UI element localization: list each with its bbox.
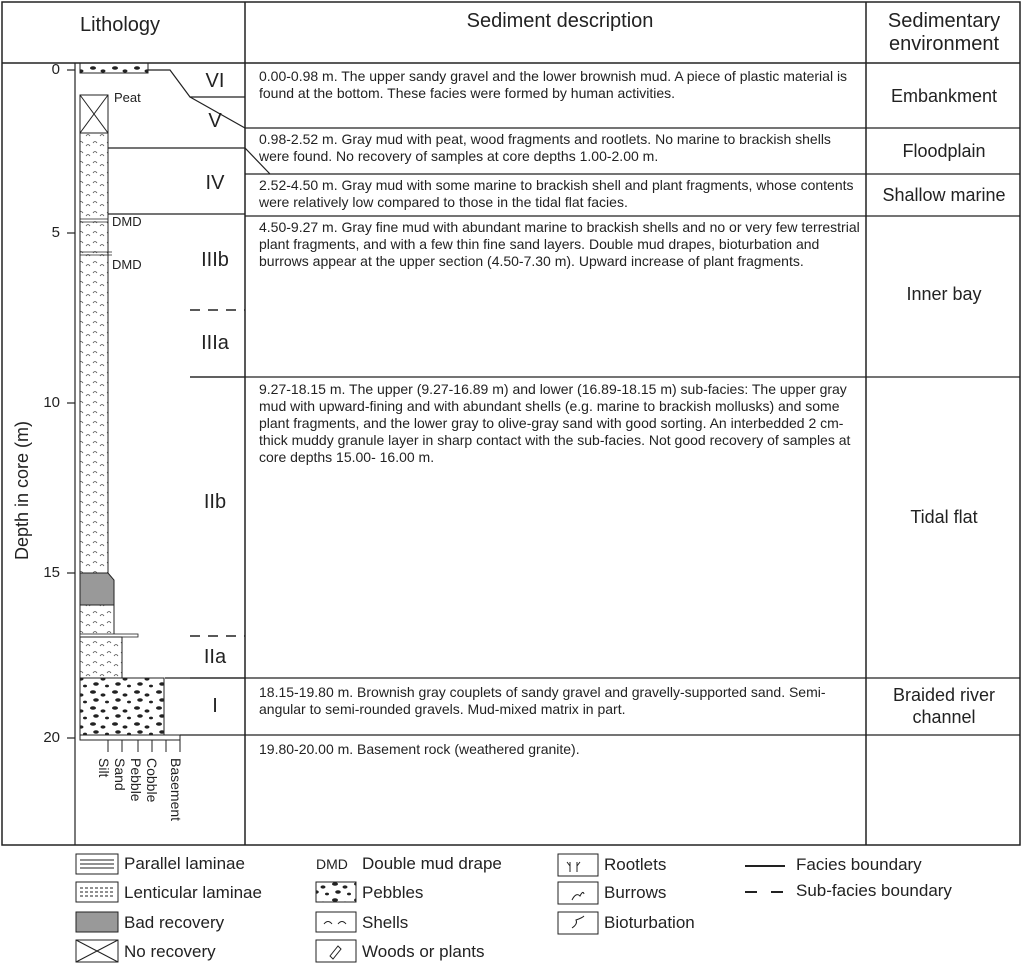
facies-label-IV: IV bbox=[205, 172, 225, 194]
unit-I-gravel bbox=[80, 678, 164, 735]
header-environment-line2: environment bbox=[888, 33, 1000, 55]
grain-size-ticks bbox=[108, 740, 180, 752]
facies-label-VI: VI bbox=[205, 70, 225, 92]
header-lithology: Lithology bbox=[79, 14, 161, 36]
facies-label-IIIa: IIIa bbox=[201, 332, 229, 354]
grain-label-basement: Basement bbox=[168, 758, 184, 822]
facies-label-IIIb: IIIb bbox=[201, 249, 229, 271]
facies-label-IIb: IIb bbox=[203, 491, 227, 513]
legend-lenticular-laminae: Lenticular laminae bbox=[124, 883, 262, 902]
core-label-peat: Peat bbox=[114, 90, 141, 105]
grain-label-pebble: Pebble bbox=[128, 758, 144, 802]
legend-parallel-laminae: Parallel laminae bbox=[124, 854, 245, 873]
core-label-dmd-1: DMD bbox=[112, 214, 142, 229]
unit-bad-recovery bbox=[80, 573, 114, 605]
legend-no-recovery: No recovery bbox=[124, 942, 216, 961]
description-V: 0.98-2.52 m. Gray mud with peat, wood fragments and rootlets. No marine to brackish shells were found. No recovery of samples at core depths 1.00-2.00 m. bbox=[259, 131, 831, 164]
facies-label-IIa: IIa bbox=[203, 646, 227, 668]
depth-tick-20: 20 bbox=[43, 729, 60, 746]
legend-shells: Shells bbox=[362, 913, 409, 932]
environment-braided-river-line2: channel bbox=[912, 707, 976, 727]
depth-tick-5: 5 bbox=[51, 224, 60, 241]
environment-braided-river-line1: Braided river bbox=[892, 685, 996, 705]
legend-rootlets: Rootlets bbox=[604, 855, 667, 874]
legend-pebbles: Pebbles bbox=[362, 883, 424, 902]
depth-ticks bbox=[67, 70, 75, 738]
facies-label-I: I bbox=[212, 695, 218, 717]
environment-embankment: Embankment bbox=[890, 86, 998, 106]
legend-facies-boundary: Facies boundary bbox=[796, 855, 922, 874]
unit-VI-gravel bbox=[80, 63, 148, 73]
depth-tick-10: 10 bbox=[43, 394, 60, 411]
header-sediment-description: Sediment description bbox=[466, 10, 654, 32]
description-IV: 2.52-4.50 m. Gray mud with some marine to brackish shell and plant fragments, whose contents were relatively low compared to those in the tidal flat facies. bbox=[259, 177, 854, 210]
environment-floodplain: Floodplain bbox=[902, 141, 986, 161]
legend-double-mud-drape: Double mud drape bbox=[362, 854, 502, 873]
legend-dmd-abbrev: DMD bbox=[316, 856, 348, 872]
description-I: 18.15-19.80 m. Brownish gray couplets of sandy gravel and gravelly-supported sand. Semi- angular to semi-rounded gravels. Mud-mixed matrix in part. bbox=[259, 684, 826, 717]
description-basement: 19.80-20.00 m. Basement rock (weathered granite). bbox=[259, 741, 580, 757]
legend-burrows: Burrows bbox=[604, 883, 667, 902]
grain-label-sand: Sand bbox=[112, 758, 128, 791]
core-label-dmd-2: DMD bbox=[112, 257, 142, 272]
environment-inner-bay: Inner bay bbox=[906, 284, 982, 304]
depth-tick-0: 0 bbox=[51, 61, 60, 78]
unit-IIb-lower bbox=[80, 605, 114, 636]
grain-label-silt: Silt bbox=[96, 758, 112, 778]
legend-sub-facies-boundary: Sub-facies boundary bbox=[796, 881, 952, 900]
facies-label-V: V bbox=[208, 110, 222, 132]
header-environment-line1: Sedimentary bbox=[887, 10, 1001, 32]
unit-basement bbox=[80, 735, 180, 740]
depth-tick-15: 15 bbox=[43, 564, 60, 581]
legend-bioturbation: Bioturbation bbox=[604, 913, 695, 932]
description-VI: 0.00-0.98 m. The upper sandy gravel and the lower brownish mud. A piece of plastic material is found at the bottom. These facies were formed by human activities. bbox=[259, 68, 848, 101]
unit-IIa bbox=[80, 637, 122, 678]
description-IIb: 9.27-18.15 m. The upper (9.27-16.89 m) and lower (16.89-18.15 m) sub-facies: The upper gray mud with upward-fining and with abundant shells (e.g. marine to brackish mollusks) and some plant fragments, and the lower gray to olive-gray sand with good sorting. An interbedded 2 cm-thick muddy granule layer in sharp contact with the sub-facies. Not good recovery of samples at core depths 15.00- 16.00 m. bbox=[259, 381, 851, 465]
environment-tidal-flat: Tidal flat bbox=[910, 507, 978, 527]
legend-bad-recovery: Bad recovery bbox=[124, 913, 225, 932]
description-IIIb: 4.50-9.27 m. Gray fine mud with abundant marine to brackish shells and no or very few terrestrial plant fragments, and with a few thin fine sand layers. Double mud drapes, bioturbation and burrows appear at the upper section (4.50-7.30 m). Upward increase of plant fragments. bbox=[259, 219, 860, 269]
legend-woods-or-plants: Woods or plants bbox=[362, 942, 485, 961]
environment-shallow-marine: Shallow marine bbox=[882, 185, 1006, 205]
y-axis-label: Depth in core (m) bbox=[12, 420, 32, 560]
unit-mud-column bbox=[80, 133, 108, 573]
grain-label-cobble: Cobble bbox=[144, 758, 160, 803]
